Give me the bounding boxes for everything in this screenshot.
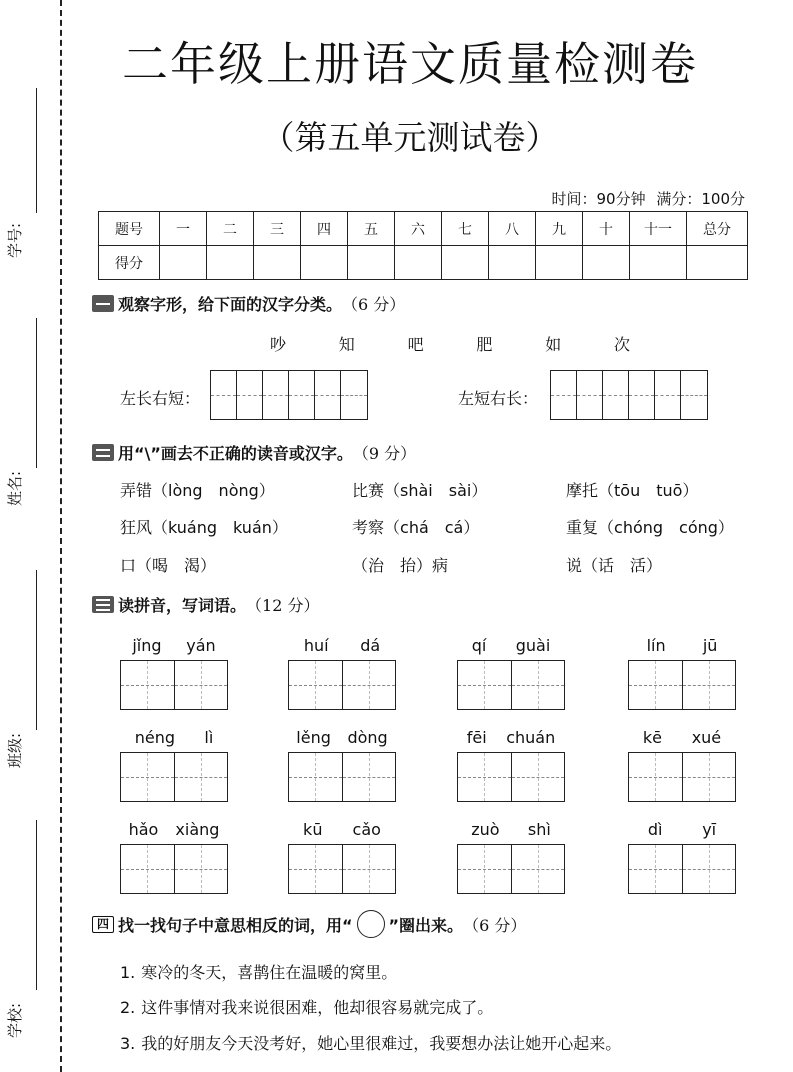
score-table-header-cell: 题号 <box>99 212 160 246</box>
score-cell[interactable] <box>687 246 748 280</box>
score-cell[interactable] <box>254 246 301 280</box>
q4-sentence-text: 我的好朋友今天没考好，她心里很难过，我要想办法让她开心起来。 <box>141 1034 622 1053</box>
score-cell[interactable] <box>207 246 254 280</box>
q3-writing-grid[interactable] <box>457 660 565 710</box>
score-table-header-cell: 一 <box>160 212 207 246</box>
q1-heading-text: 观察字形，给下面的汉字分类。 <box>118 295 343 314</box>
q3-pinyin-row <box>628 726 736 750</box>
q2-options: （chá cá） <box>384 518 480 537</box>
q3-points: （12 分） <box>246 596 320 615</box>
q3-pinyin-row <box>457 726 565 750</box>
q3-word-group <box>457 818 565 894</box>
score-cell[interactable] <box>160 246 207 280</box>
q4-sentence[interactable] <box>120 960 397 983</box>
q3-writing-grid[interactable] <box>288 844 396 894</box>
q3-writing-grid[interactable] <box>628 752 736 802</box>
q3-pinyin: kē <box>642 728 662 747</box>
writing-cell[interactable] <box>289 753 343 801</box>
q3-pinyin: fēi <box>466 728 487 747</box>
writing-cell[interactable] <box>629 753 683 801</box>
q2-word: 比赛 <box>352 481 385 500</box>
score-table-score-row <box>99 246 748 280</box>
score-table-header-cell: 八 <box>489 212 536 246</box>
q3-pinyin: xiàng <box>175 820 220 839</box>
score-cell[interactable] <box>630 246 687 280</box>
q3-heading-text: 读拼音，写词语。 <box>118 596 247 615</box>
writing-cell[interactable] <box>603 371 629 419</box>
q3-pinyin: néng <box>134 728 175 747</box>
q2-options: （喝 渴） <box>136 556 217 575</box>
q3-writing-grid[interactable] <box>628 844 736 894</box>
writing-cell[interactable] <box>512 845 565 893</box>
q4-sentence-number: 1. <box>120 963 136 982</box>
q3-writing-grid[interactable] <box>288 660 396 710</box>
q3-pinyin-row <box>120 634 228 658</box>
q2-word: 摩托 <box>566 481 599 500</box>
q4-heading-before: 找一找句子中意思相反的词，用“ <box>118 915 353 935</box>
school-line <box>36 820 37 990</box>
q2-item[interactable] <box>120 515 288 538</box>
writing-cell[interactable] <box>175 661 228 709</box>
q3-pinyin-row <box>628 634 736 658</box>
q1-points: （6 分） <box>342 295 406 314</box>
q1-char: 吵 <box>270 335 287 354</box>
writing-cell[interactable] <box>121 845 175 893</box>
q3-pinyin: yán <box>186 636 216 655</box>
q3-pinyin-row <box>120 726 228 750</box>
q3-badge <box>92 596 114 613</box>
binding-dashed-line <box>60 0 62 1072</box>
writing-cell[interactable] <box>315 371 341 419</box>
q2-word: 狂风 <box>120 518 153 537</box>
page-title: 二年级上册语文质量检测卷 <box>122 37 698 91</box>
student-id-label: 学号: <box>6 222 24 258</box>
q3-pinyin: kū <box>303 820 323 839</box>
score-table-header-cell: 三 <box>254 212 301 246</box>
exam-full-score: 满分：100分 <box>656 190 745 208</box>
q3-writing-grid[interactable] <box>120 660 228 710</box>
writing-cell[interactable] <box>175 845 228 893</box>
q3-pinyin: qí <box>471 636 487 655</box>
q3-pinyin-row <box>457 818 565 842</box>
q2-word: 弄错 <box>120 481 153 500</box>
q1-heading <box>92 292 405 315</box>
q1-right-label: 左短右长： <box>458 389 539 408</box>
writing-cell[interactable] <box>551 371 577 419</box>
q2-word: 说 <box>566 556 583 575</box>
q1-char: 如 <box>545 335 562 354</box>
student-id-line <box>36 88 37 213</box>
q2-options: （治 抬） <box>352 556 433 575</box>
q4-sentence-number: 3. <box>120 1034 136 1053</box>
q1-left-writing-grid[interactable] <box>210 370 368 420</box>
q4-heading <box>92 910 526 938</box>
q3-word-group <box>288 818 396 894</box>
q2-options: （kuáng kuán） <box>152 518 288 537</box>
q3-pinyin: chuán <box>506 728 556 747</box>
q4-sentence[interactable] <box>120 1031 621 1054</box>
q2-heading <box>92 441 416 464</box>
q3-word-group <box>120 726 228 802</box>
writing-cell[interactable] <box>577 371 603 419</box>
q3-word-group <box>288 634 396 710</box>
q3-word-group <box>628 726 736 802</box>
q3-heading <box>92 593 319 616</box>
writing-cell[interactable] <box>629 845 683 893</box>
q3-pinyin: zuò <box>471 820 500 839</box>
q3-pinyin-row <box>628 818 736 842</box>
writing-cell[interactable] <box>211 371 237 419</box>
writing-cell[interactable] <box>341 371 367 419</box>
q4-sentence-number: 2. <box>120 998 136 1017</box>
writing-cell[interactable] <box>175 753 228 801</box>
q3-pinyin: lì <box>204 728 214 747</box>
q3-pinyin-row <box>457 634 565 658</box>
q2-item[interactable] <box>566 553 662 576</box>
score-table-header-cell: 总分 <box>687 212 748 246</box>
score-cell[interactable] <box>301 246 348 280</box>
score-table-row-label: 得分 <box>99 246 160 280</box>
q3-pinyin: jǐng <box>132 636 162 655</box>
q2-options: （shài sài） <box>384 481 488 500</box>
writing-cell[interactable] <box>263 371 289 419</box>
q3-pinyin-row <box>288 818 396 842</box>
q3-writing-grid[interactable] <box>120 844 228 894</box>
q4-sentence-text: 这件事情对我来说很困难，他却很容易就完成了。 <box>141 998 494 1017</box>
q3-word-group <box>457 726 565 802</box>
q3-pinyin: cǎo <box>352 820 381 839</box>
q2-options: （话 活） <box>582 556 663 575</box>
score-table-header-cell: 十 <box>583 212 630 246</box>
score-table-header-cell: 十一 <box>630 212 687 246</box>
score-cell[interactable] <box>583 246 630 280</box>
writing-cell[interactable] <box>512 661 565 709</box>
q3-writing-grid[interactable] <box>457 844 565 894</box>
name-line <box>36 318 37 468</box>
writing-cell[interactable] <box>289 371 315 419</box>
q3-writing-grid[interactable] <box>457 752 565 802</box>
school-label: 学校: <box>6 1002 24 1038</box>
score-table-header-cell: 六 <box>395 212 442 246</box>
q2-badge <box>92 444 114 461</box>
q2-heading-text: 用“\”画去不正确的读音或汉字。 <box>118 444 353 463</box>
q3-word-group <box>457 634 565 710</box>
writing-cell[interactable] <box>343 845 396 893</box>
q2-item[interactable] <box>566 515 734 538</box>
q2-item[interactable] <box>120 553 216 576</box>
q1-badge <box>92 295 114 312</box>
writing-cell[interactable] <box>121 753 175 801</box>
writing-cell[interactable] <box>681 371 707 419</box>
q4-heading-after: ”圈出来。 <box>388 915 464 935</box>
q1-char: 吧 <box>407 335 424 354</box>
writing-cell[interactable] <box>683 661 736 709</box>
q2-item[interactable] <box>352 478 487 501</box>
q1-right-writing-grid[interactable] <box>550 370 708 420</box>
q4-sentence[interactable] <box>120 995 493 1018</box>
q2-word: 口 <box>120 556 137 575</box>
q3-word-group <box>628 634 736 710</box>
writing-cell[interactable] <box>458 753 512 801</box>
writing-cell[interactable] <box>343 753 396 801</box>
q3-pinyin: huí <box>303 636 329 655</box>
q2-item[interactable] <box>352 515 479 538</box>
circle-icon <box>357 910 385 938</box>
q3-pinyin: lěng <box>296 728 331 747</box>
score-cell[interactable] <box>536 246 583 280</box>
writing-cell[interactable] <box>629 661 683 709</box>
writing-cell[interactable] <box>458 661 512 709</box>
score-table-header-cell: 七 <box>442 212 489 246</box>
q3-pinyin: lín <box>646 636 666 655</box>
q3-pinyin: jū <box>702 636 718 655</box>
q4-sentence-text: 寒冷的冬天，喜鹊住在温暖的窝里。 <box>141 963 398 982</box>
q3-pinyin-row <box>120 818 228 842</box>
q2-points: （9 分） <box>352 444 417 463</box>
q3-pinyin-row <box>288 634 396 658</box>
score-table <box>98 211 748 280</box>
writing-cell[interactable] <box>289 661 343 709</box>
q2-word: 重复 <box>566 518 599 537</box>
writing-cell[interactable] <box>512 753 565 801</box>
q4-points: （6 分） <box>463 915 527 935</box>
q3-word-group <box>288 726 396 802</box>
q3-word-group <box>120 818 228 894</box>
writing-cell[interactable] <box>289 845 343 893</box>
class-label: 班级: <box>6 732 24 768</box>
exam-time: 时间：90分钟 <box>551 190 646 208</box>
q3-pinyin: guài <box>515 636 551 655</box>
name-label: 姓名: <box>6 470 24 506</box>
exam-meta <box>545 188 745 209</box>
score-table-header-cell: 五 <box>348 212 395 246</box>
q1-char: 肥 <box>476 335 493 354</box>
q3-pinyin: dá <box>360 636 381 655</box>
class-line <box>36 570 37 730</box>
q2-word: 病 <box>432 556 449 575</box>
score-table-header-cell: 九 <box>536 212 583 246</box>
writing-cell[interactable] <box>458 845 512 893</box>
q3-pinyin: dì <box>647 820 663 839</box>
q3-pinyin: shì <box>527 820 551 839</box>
score-cell[interactable] <box>489 246 536 280</box>
writing-cell[interactable] <box>121 661 175 709</box>
q3-writing-grid[interactable] <box>628 660 736 710</box>
writing-cell[interactable] <box>629 371 655 419</box>
writing-cell[interactable] <box>237 371 263 419</box>
q1-char: 知 <box>338 335 355 354</box>
page-subtitle: （第五单元测试卷） <box>261 118 559 157</box>
score-cell[interactable] <box>395 246 442 280</box>
q2-item[interactable] <box>352 553 448 576</box>
score-cell[interactable] <box>442 246 489 280</box>
q3-pinyin: yī <box>702 820 717 839</box>
q3-pinyin: dòng <box>347 728 388 747</box>
score-cell[interactable] <box>348 246 395 280</box>
q1-char-list <box>270 332 630 355</box>
q3-writing-grid[interactable] <box>120 752 228 802</box>
q3-writing-grid[interactable] <box>288 752 396 802</box>
q3-word-group <box>628 818 736 894</box>
q1-left-label: 左长右短： <box>120 389 201 408</box>
q2-options: （chóng cóng） <box>598 518 734 537</box>
q2-options: （tōu tuō） <box>598 481 699 500</box>
q3-pinyin-row <box>288 726 396 750</box>
q1-char: 次 <box>613 335 630 354</box>
writing-cell[interactable] <box>683 845 736 893</box>
score-table-header-cell: 二 <box>207 212 254 246</box>
q2-item[interactable] <box>566 478 698 501</box>
q3-pinyin: xué <box>691 728 722 747</box>
q3-pinyin: hǎo <box>128 820 159 839</box>
score-table-header-cell: 四 <box>301 212 348 246</box>
score-table-header-row <box>99 212 748 246</box>
q4-badge: 四 <box>92 916 114 933</box>
q2-word: 考察 <box>352 518 385 537</box>
q2-item[interactable] <box>120 478 275 501</box>
writing-cell[interactable] <box>655 371 681 419</box>
q3-word-group <box>120 634 228 710</box>
q2-options: （lòng nòng） <box>152 481 275 500</box>
writing-cell[interactable] <box>683 753 736 801</box>
writing-cell[interactable] <box>343 661 396 709</box>
